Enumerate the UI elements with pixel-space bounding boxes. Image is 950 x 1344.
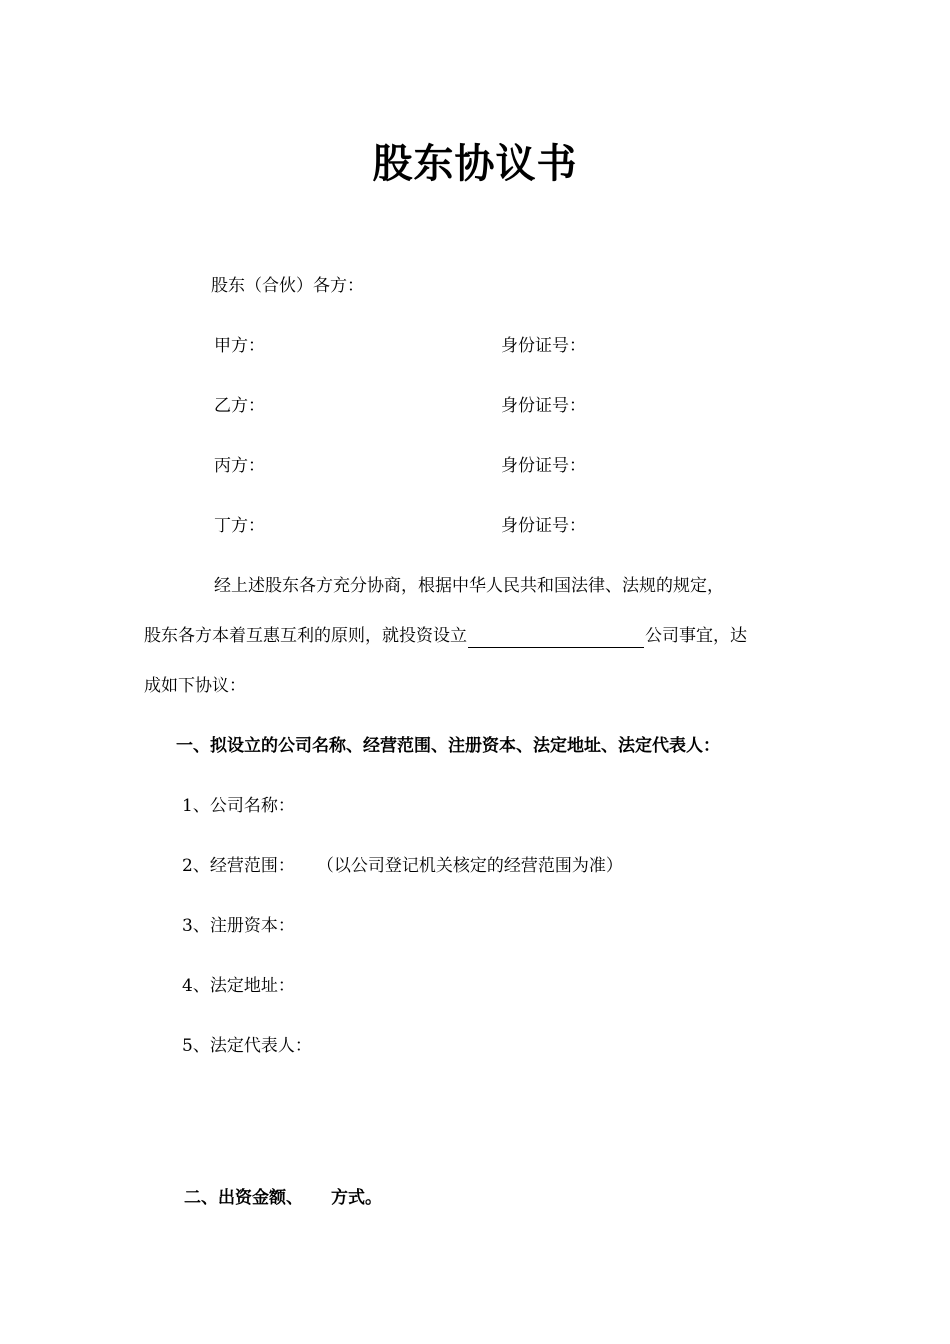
parties-heading: 股东（合伙）各方： — [211, 276, 364, 296]
item-legal-address: 4、法定地址： — [182, 976, 295, 996]
party-a-label: 甲方： — [214, 336, 265, 356]
item-business-scope — [182, 854, 623, 878]
party-a-id-label: 身份证号： — [501, 336, 586, 356]
item-company-name: 1、公司名称： — [182, 796, 295, 816]
section-1-heading: 一、拟设立的公司名称、经营范围、注册资本、法定地址、法定代表人： — [176, 736, 720, 756]
party-d-id-label: 身份证号： — [501, 516, 586, 536]
section-2-heading — [184, 1186, 382, 1210]
item-business-scope-note: （以公司登记机关核定的经营范围为准） — [316, 856, 623, 876]
item-registered-capital: 3、注册资本： — [182, 916, 295, 936]
item-business-scope-label: 2、经营范围： — [182, 856, 295, 876]
intro-line-2-end: 公司事宜，达 — [645, 626, 747, 646]
party-b-label: 乙方： — [214, 396, 265, 416]
party-c-label: 丙方： — [214, 456, 265, 476]
intro-line-1: 经上述股东各方充分协商，根据中华人民共和国法律、法规的规定， — [214, 576, 724, 596]
party-c-id-label: 身份证号： — [501, 456, 586, 476]
party-b-id-label: 身份证号： — [501, 396, 586, 416]
intro-line-3: 成如下协议： — [144, 676, 246, 696]
intro-line-2-start: 股东各方本着互惠互利的原则，就投资设立 — [144, 626, 467, 646]
item-legal-representative: 5、法定代表人： — [182, 1036, 312, 1056]
party-d-label: 丁方： — [214, 516, 265, 536]
document-title: 股东协议书 — [372, 141, 578, 187]
section-2-heading-part-2: 方式。 — [331, 1188, 382, 1208]
company-name-blank[interactable] — [468, 629, 644, 648]
intro-line-2 — [144, 624, 747, 648]
section-2-heading-part-1: 二、出资金额、 — [184, 1188, 303, 1208]
